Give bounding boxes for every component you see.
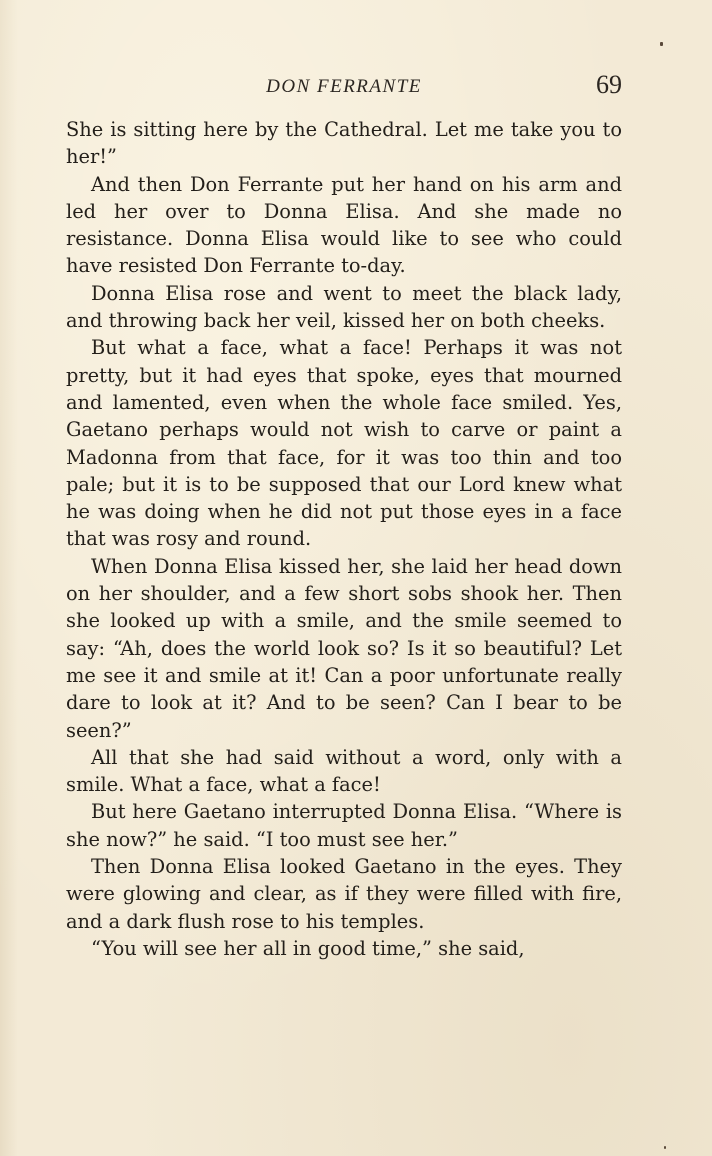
page-header [66,70,622,106]
running-title: DON FERRANTE [266,76,422,97]
paragraph: “You will see her all in good time,” she said, [91,936,525,960]
paragraph: But here Gaetano interrupted Donna Elisa. “Where is she now?” he said. “I too must see her.” [66,800,622,851]
paragraph: Then Donna Elisa looked Gaetano in the eyes. They were glowing and clear, as if they were filled with fire, and a dark flush rose to his temples. [66,855,622,933]
page-number: 69 [596,70,622,99]
body-text [66,116,622,962]
paragraph: All that she had said without a word, only with a smile. What a face, what a face! [66,745,622,797]
paragraph: But what a face, what a face! Perhaps it was not pretty, but it had eyes that spoke, eyes that mourned and lamented, even when the whole face smiled. Yes, Gaetano perhaps would not wish to carve or paint a Madonna from that face, for it was too thin and too pale; but it is to be supposed that our Lord knew what he was doing when he did not put those eyes in a face that was rosy and round. [66,336,622,551]
paragraph: She is sitting here by the Cathedral. Let me take you to her!” [66,118,622,169]
paragraph: Donna Elisa rose and went to meet the black lady, and throwing back her veil, kissed her on both cheeks. [66,281,622,333]
paper-speck [660,42,663,46]
paragraph: When Donna Elisa kissed her, she laid her head down on her shoulder, and a few short sobs shook her. Then she looked up with a smile, and the smile seemed to say: “Ah, does the world look so? Is it so beautiful? Let me see it and smile at it! Can a poor unfortunate really dare to look at it? And to be seen? Can I bear to be seen?” [66,554,622,742]
paper-speck [664,1146,666,1149]
paragraph: And then Don Ferrante put her hand on his arm and led her over to Donna Elisa. And she made no resistance. Donna Elisa would like to see who could have resisted Don Ferrante to-day. [66,172,622,278]
